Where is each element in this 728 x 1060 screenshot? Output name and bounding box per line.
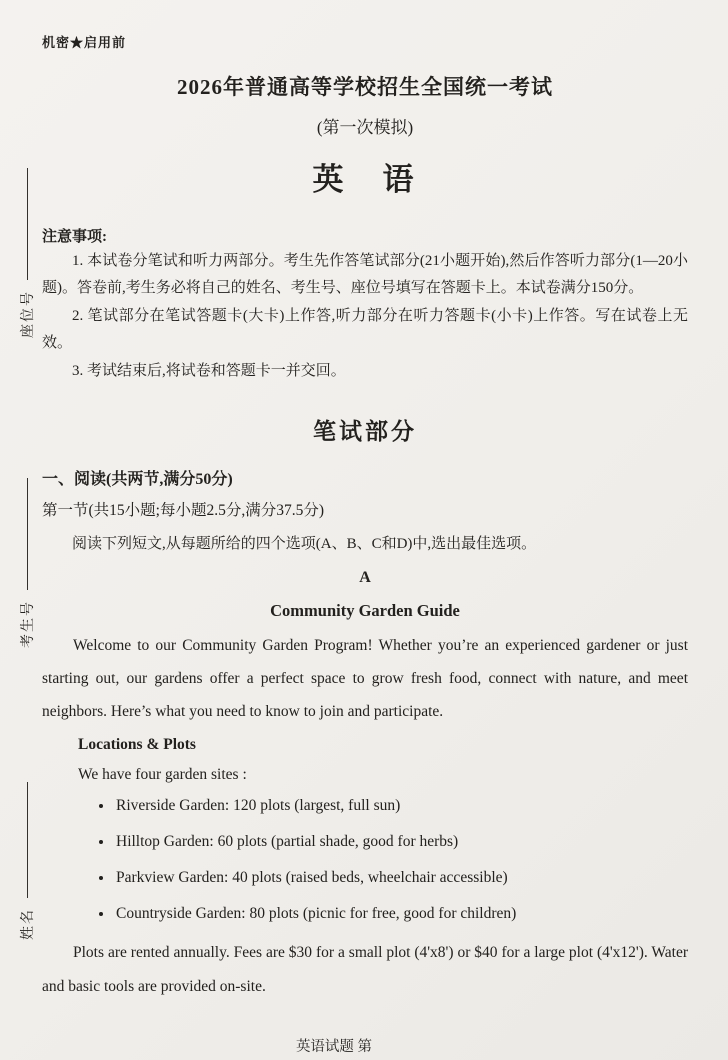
sites-intro-line: We have four garden sites : [78, 765, 247, 783]
notice-item-3: 3. 考试结束后,将试卷和答题卡一并交回。 [72, 363, 346, 379]
section-one-heading: 第一节(共15小题;每小题2.5分,满分37.5分) [42, 501, 325, 519]
garden-sites-list [114, 788, 688, 932]
seat-number-label: 座位号 [21, 290, 36, 338]
candidate-number-line [27, 478, 28, 590]
seal-field-name [16, 782, 38, 940]
exam-title: 2026年普通高等学校招生全国统一考试 [177, 75, 553, 99]
notice-item-2: 2. 笔试部分在笔试答题卡(大卡)上作答,听力部分在听力答题卡(小卡)上作答。写在试卷上无效。 [42, 308, 688, 351]
name-line [27, 782, 28, 898]
passage-intro-paragraph: Welcome to our Community Garden Program! Whether you’re an experienced gardener or just starting out, our gardens offer a perfect space to grow fresh food, connect with nature, and meet neighbors. Here’s what you need to know to join and participate. [42, 636, 688, 720]
fees-paragraph: Plots are rented annually. Fees are $30 for a small plot (4'x8') or $40 for a large plot (4'x12'). Water and basic tools are provided on-site. [42, 943, 688, 995]
subject-title: 英 语 [312, 162, 418, 197]
confidential-notice: 机密★启用前 [42, 35, 127, 50]
notice-item-1: 1. 本试卷分笔试和听力两部分。考生先作答笔试部分(21小题开始),然后作答听力部分(1—20小题)。答卷前,考生务必将自己的姓名、考生号、座位号填写在答题卡上。本试卷满分150分。 [42, 253, 688, 296]
exam-round-subtitle: (第一次模拟) [316, 118, 414, 137]
reading-instruction: 阅读下列短文,从每题所给的四个选项(A、B、C和D)中,选出最佳选项。 [72, 535, 537, 552]
seal-field-seat-number [16, 168, 38, 338]
list-item: • Countryside Garden: 80 plots (picnic for free, good for children) [114, 896, 688, 932]
list-item: • Parkview Garden: 40 plots (raised beds, wheelchair accessible) [114, 860, 688, 896]
notice-heading: 注意事项: [42, 229, 107, 245]
passage-title: Community Garden Guide [270, 600, 460, 620]
seal-field-candidate-number [16, 478, 38, 648]
candidate-number-label: 考生号 [21, 600, 36, 648]
page-footer: 英语试题 第 [295, 1039, 373, 1055]
list-item: • Riverside Garden: 120 plots (largest, full sun) [114, 788, 688, 824]
exam-content [42, 0, 688, 1004]
passage-label-a: A [359, 568, 371, 586]
name-label: 姓名 [21, 908, 36, 940]
part-one-heading: 一、阅读(共两节,满分50分) [42, 470, 233, 488]
list-item: • Hilltop Garden: 60 plots (partial shade, good for herbs) [114, 824, 688, 860]
locations-plots-subheading: Locations & Plots [78, 735, 196, 753]
seat-number-line [27, 168, 28, 280]
written-section-title: 笔试部分 [313, 418, 417, 444]
